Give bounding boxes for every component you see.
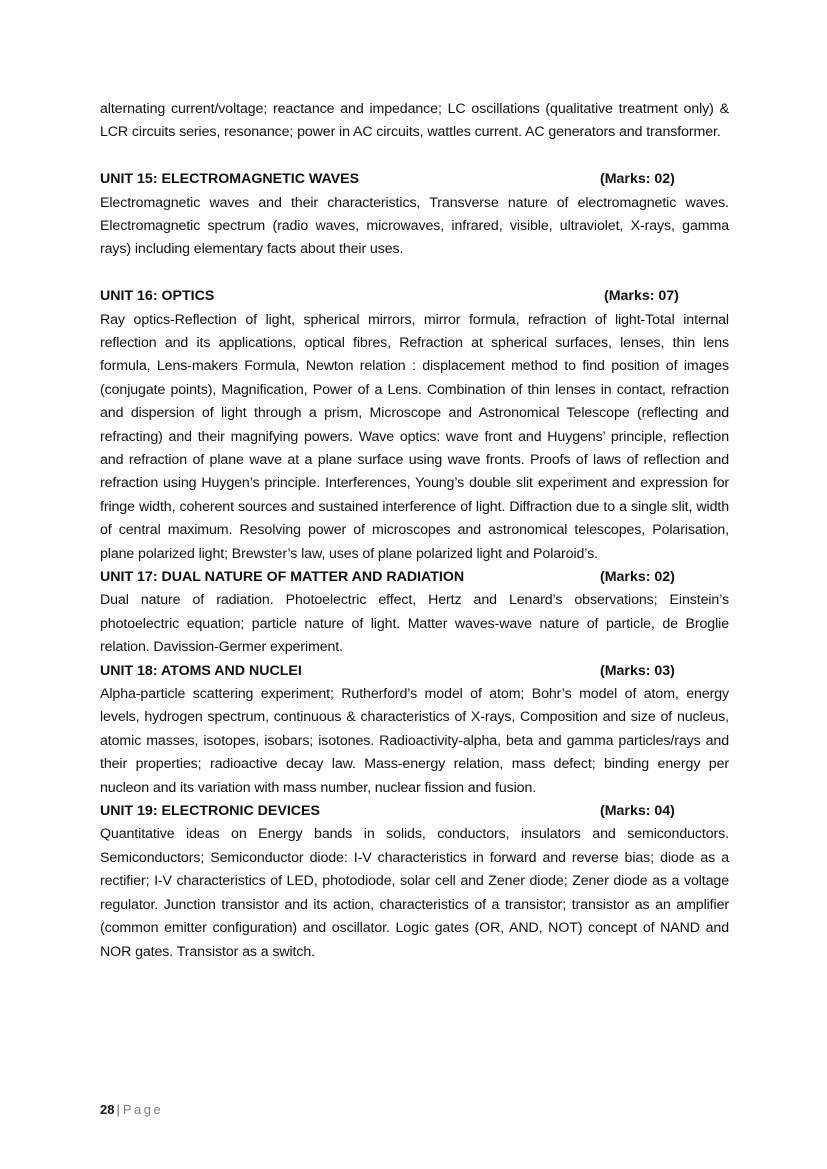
unit-18-heading: [100, 660, 729, 683]
unit-16-marks: (Marks: 07): [604, 288, 679, 305]
unit-19-body: Quantitative ideas on Energy bands in solids, conductors, insulators and semiconductors. Semiconductors; Semiconductor diode: I-V characteristics in forward and reverse bias; diode as a rectifier; I-V characteristics of LED, photodiode, solar cell and Zener diode; Zener diode as a voltage regulator. Junction transistor and its action, characteristics of a transistor; transistor as an amplifier (common emitter configuration) and oscillator. Logic gates (OR, AND, NOT) concept of NAND and NOR gates. Transistor as a switch.: [100, 826, 729, 960]
page-footer: [100, 1101, 163, 1119]
unit-17-title: UNIT 17: DUAL NATURE OF MATTER AND RADIATION: [100, 569, 465, 586]
unit-15-body: Electromagnetic waves and their characteristics, Transverse nature of electromagnetic waves. Electromagnetic spectrum (radio waves, microwaves, infrared, visible, ultraviolet, X-rays, gamma rays) including elementary facts about their uses.: [100, 194, 729, 258]
unit-18-title: UNIT 18: ATOMS AND NUCLEI: [100, 662, 302, 679]
unit-16-title: UNIT 16: OPTICS: [100, 288, 215, 305]
unit-18-marks: (Marks: 03): [600, 662, 675, 679]
unit-19-heading: [100, 800, 729, 823]
unit-17-heading: [100, 566, 729, 589]
unit-15-heading: [100, 168, 729, 191]
unit-19-title: UNIT 19: ELECTRONIC DEVICES: [100, 803, 320, 820]
unit-17-marks: (Marks: 02): [600, 569, 675, 586]
section-spacer: [100, 262, 729, 285]
page-label: Page: [122, 1102, 164, 1117]
unit-15-title: UNIT 15: ELECTROMAGNETIC WAVES: [100, 171, 360, 188]
intro-paragraph: alternating current/voltage; reactance and impedance; LC oscillations (qualitative treatment only) & LCR circuits series, resonance; power in AC circuits, wattles current. AC generators and transformer.: [100, 101, 729, 141]
unit-15-marks: (Marks: 02): [600, 171, 675, 188]
unit-19-marks: (Marks: 04): [600, 803, 675, 820]
unit-16-body: Ray optics-Reflection of light, spherical mirrors, mirror formula, refraction of light-Total internal reflection and its applications, optical fibres, Refraction at spherical surfaces, lenses, thin lens formula, Lens-makers Formula, Newton relation : displacement method to find position of images (conjugate points), Magnification, Power of a Lens. Combination of thin lenses in contact, refraction and dispersion of light through a prism, Microscope and Astronomical Telescope (reflecting and refracting) and their magnifying powers. Wave optics: wave front and Huygens’ principle, reflection and refraction of plane wave at a plane surface using wave fronts. Proofs of laws of reflection and refraction using Huygen’s principle. Interferences, Young’s double slit experiment and expression for fringe width, coherent sources and sustained interference of light. Diffraction due to a single slit, width of central maximum. Resolving power of microscopes and astronomical telescopes, Polarisation, plane polarized light; Brewster’s law, uses of plane polarized light and Polaroid’s.: [100, 311, 729, 562]
page-number: 28: [100, 1102, 115, 1117]
document-page: [100, 98, 729, 964]
footer-separator: |: [116, 1102, 120, 1117]
unit-18-body: Alpha-particle scattering experiment; Rutherford’s model of atom; Bohr’s model of atom, energy levels, hydrogen spectrum, continuous & characteristics of X-rays, Composition and size of nucleus, atomic masses, isotopes, isobars; isotones. Radioactivity-alpha, beta and gamma particles/rays and their properties; radioactive decay law. Mass-energy relation, mass defect; binding energy per nucleon and its variation with mass number, nuclear fission and fusion.: [100, 686, 729, 796]
unit-17-body: Dual nature of radiation. Photoelectric effect, Hertz and Lenard’s observations; Einstein’s photoelectric equation; particle nature of light. Matter waves-wave nature of particle, de Broglie relation. Davission-Germer experiment.: [100, 592, 729, 656]
unit-16-heading: [100, 285, 729, 308]
section-spacer: [100, 145, 729, 168]
